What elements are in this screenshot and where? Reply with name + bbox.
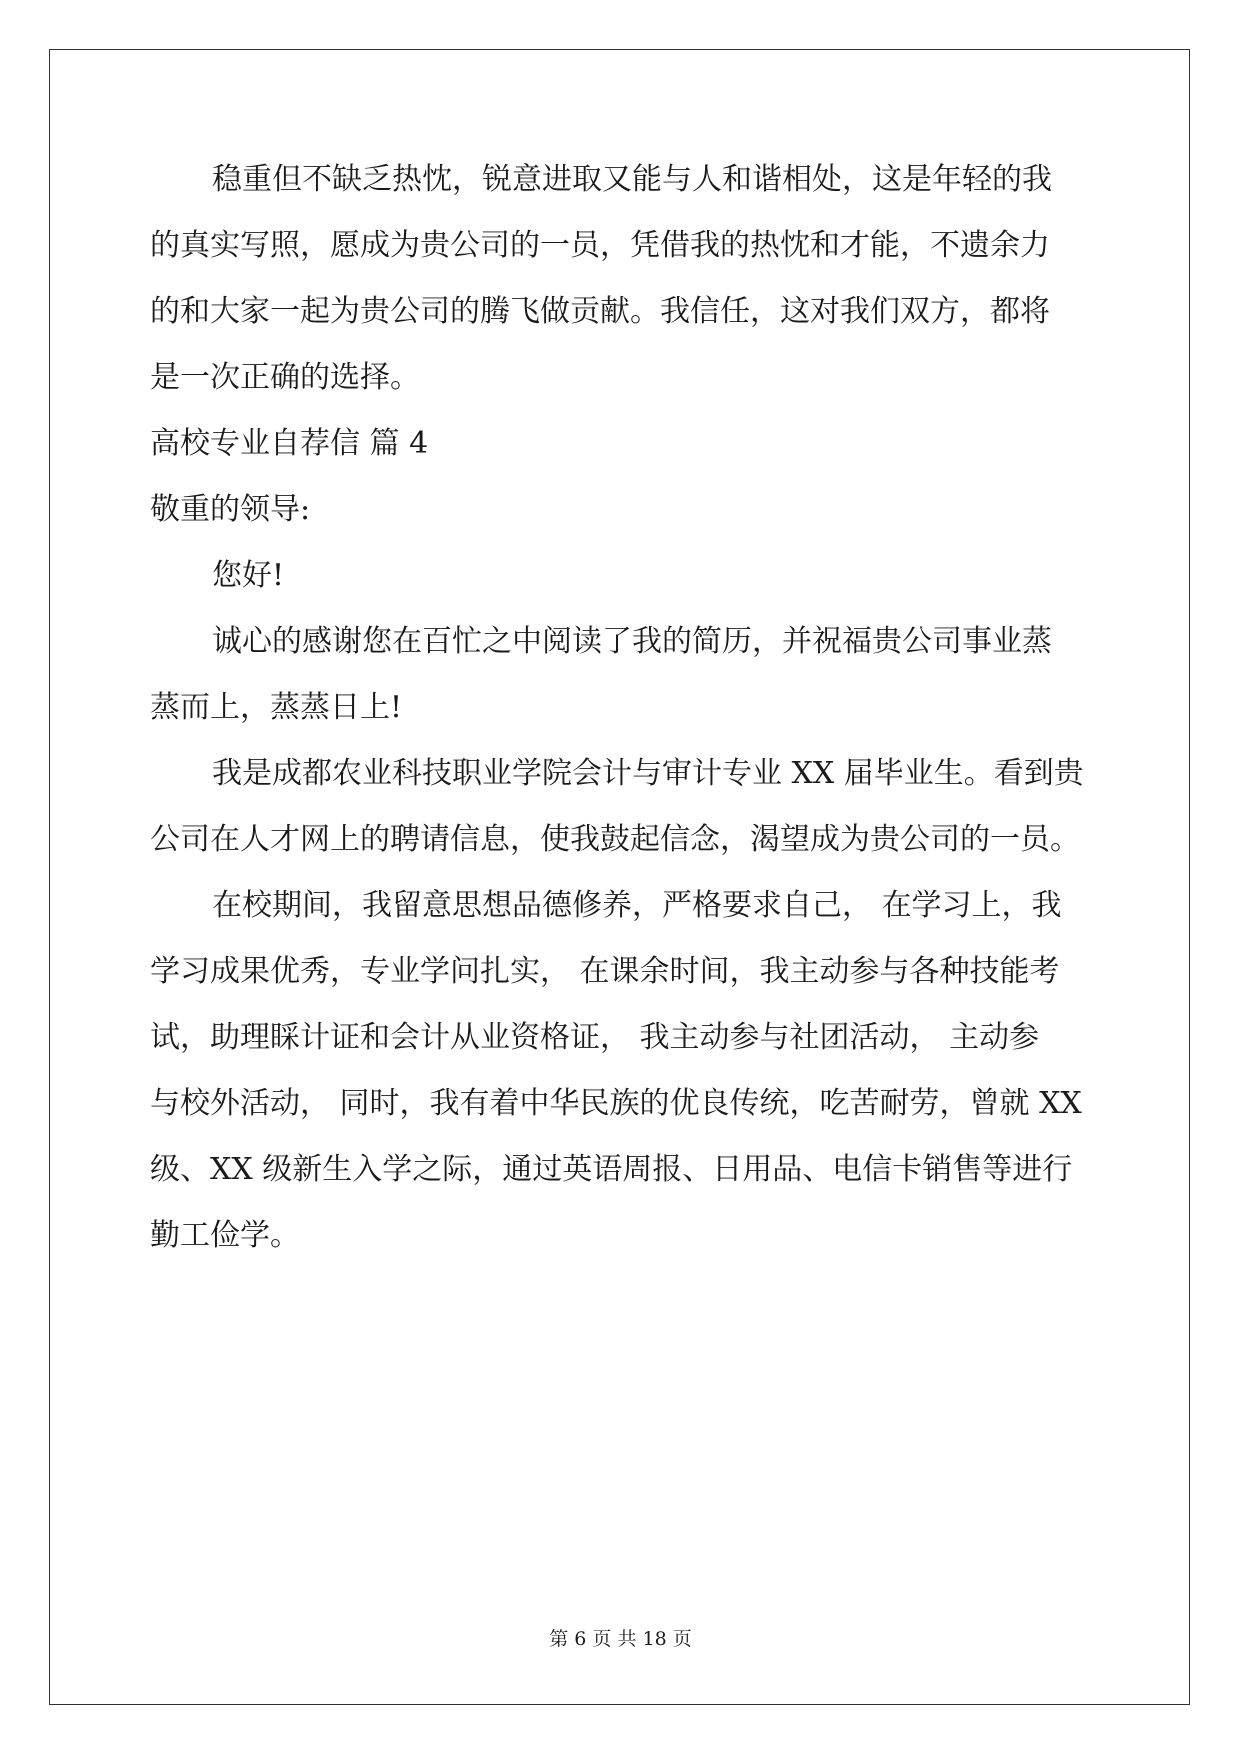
section-heading: 高校专业自荐信 篇 4 (150, 426, 429, 461)
salutation: 敬重的领导: (150, 492, 311, 527)
greeting: 您好! (212, 558, 285, 593)
page-number-footer: 第 6 页 共 18 页 (549, 1628, 692, 1650)
paragraph-line: 学习成果优秀，专业学问扎实， 在课余时间，我主动参与各种技能考 (150, 954, 1060, 989)
paragraph-line: 在校期间，我留意思想品德修养，严格要求自己， 在学习上，我 (212, 888, 1062, 923)
paragraph-line: 蒸而上，蒸蒸日上! (150, 690, 403, 725)
paragraph-line: 试，助理睬计证和会计从业资格证， 我主动参与社团活动， 主动参 (150, 1020, 1040, 1055)
paragraph-line: 是一次正确的选择。 (150, 360, 420, 395)
paragraph-line: 诚心的感谢您在百忙之中阅读了我的简历，并祝福贵公司事业蒸 (212, 624, 1052, 659)
paragraph-line: 的和大家一起为贵公司的腾飞做贡献。我信任，这对我们双方，都将 (150, 294, 1050, 329)
paragraph-line: 稳重但不缺乏热忱，锐意进取又能与人和谐相处，这是年轻的我 (212, 162, 1052, 197)
paragraph-line: 公司在人才网上的聘请信息，使我鼓起信念，渴望成为贵公司的一员。 (150, 822, 1080, 857)
paragraph-line: 我是成都农业科技职业学院会计与审计专业 XX 届毕业生。看到贵 (212, 756, 1084, 791)
paragraph-line: 与校外活动， 同时，我有着中华民族的优良传统，吃苦耐劳，曾就 XX (150, 1086, 1082, 1121)
paragraph-line: 的真实写照，愿成为贵公司的一员，凭借我的热忱和才能，不遗余力 (150, 228, 1050, 263)
paragraph-line: 勤工俭学。 (150, 1218, 300, 1253)
paragraph-line: 级、XX 级新生入学之际，通过英语周报、日用品、电信卡销售等进行 (150, 1152, 1073, 1187)
